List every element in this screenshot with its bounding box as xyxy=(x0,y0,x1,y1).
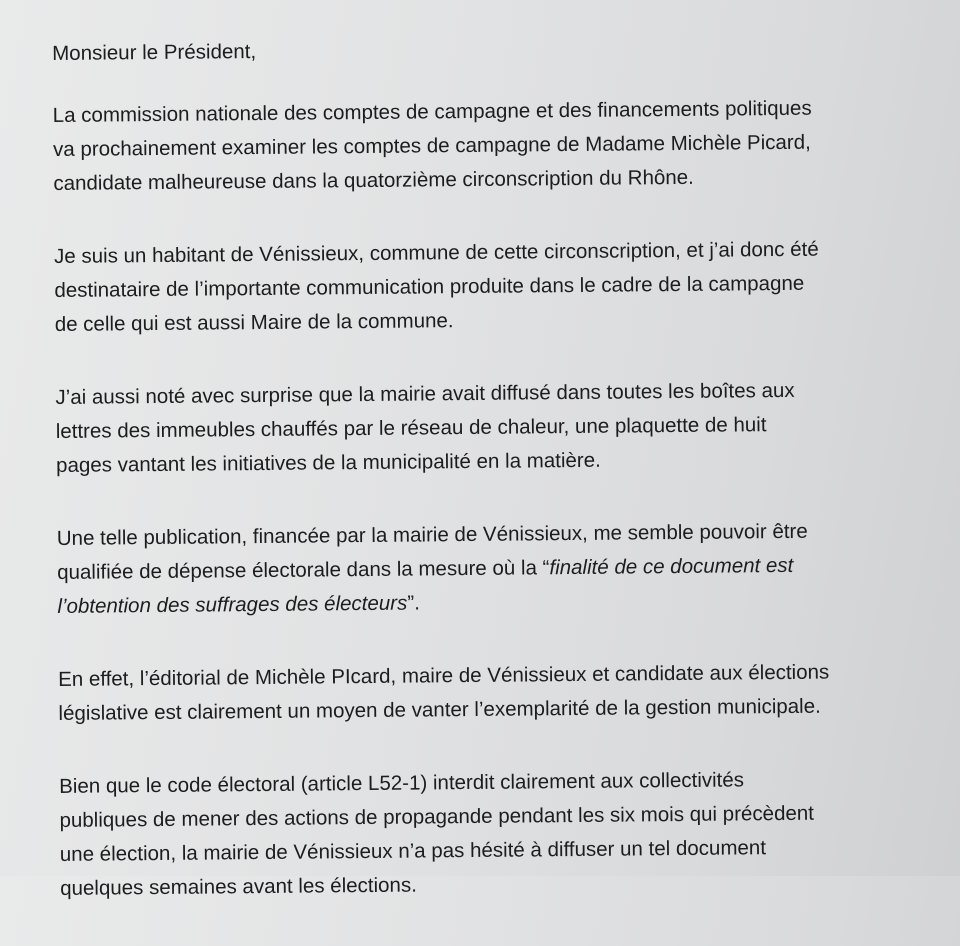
paragraph-code-electoral xyxy=(59,762,960,904)
text-line: J’ai aussi noté avec surprise que la mairie avait diffusé dans toutes les boîtes aux xyxy=(55,378,795,409)
paragraph-plaquette xyxy=(55,373,956,481)
text-line xyxy=(57,548,957,588)
text-line: quelques semaines avant les élections. xyxy=(60,873,417,900)
text-line: de celle qui est aussi Maire de la commune. xyxy=(54,309,454,336)
paragraph-commission xyxy=(53,91,954,199)
paragraph-editorial xyxy=(58,655,959,729)
text-plain: ”. xyxy=(407,591,420,615)
text-line: Bien que le code électoral (article L52-1) interdit clairement aux collectivités xyxy=(59,768,745,798)
quote-italic: l’obtention des suffrages des électeurs xyxy=(57,591,408,618)
paragraph-publication xyxy=(57,514,958,622)
paragraph-habitant xyxy=(54,232,955,340)
salutation: Monsieur le Président, xyxy=(52,40,257,65)
text-line: législative est clairement un moyen de vanter l’exemplarité de la gestion municipale. xyxy=(58,694,821,725)
text-line: Je suis un habitant de Vénissieux, commune de cette circonscription, et j’ai donc été xyxy=(53,237,819,268)
text-line xyxy=(57,582,957,622)
text-line: candidate malheureuse dans la quatorzième circonscription du Rhône. xyxy=(53,165,694,195)
text-line: La commission nationale des comptes de campagne et des financements politiques xyxy=(52,96,812,127)
text-line: lettres des immeubles chauffés par le réseau de chaleur, une plaquette de huit xyxy=(55,413,767,443)
letter-body xyxy=(52,29,960,946)
text-line: Une telle publication, financée par la mairie de Vénissieux, me semble pouvoir être xyxy=(56,519,808,550)
text-line: une élection, la mairie de Vénissieux n’a pas hésité à diffuser un tel document xyxy=(59,836,767,866)
text-line: destinataire de l’importante communication produite dans le cadre de la campagne xyxy=(54,271,805,302)
text-line: publiques de mener des actions de propagande pendant les six mois qui précèdent xyxy=(59,801,815,832)
text-line: pages vantant les initiatives de la municipalité en la matière. xyxy=(55,448,601,477)
text-line: En effet, l’éditorial de Michèle PIcard, maire de Vénissieux et candidate aux élections xyxy=(58,660,830,691)
quote-italic: finalité de ce document est xyxy=(549,553,794,580)
text-plain: qualifiée de dépense électorale dans la mesure où la “ xyxy=(57,556,550,584)
text-line: va prochainement examiner les comptes de campagne de Madame Michèle Picard, xyxy=(52,130,811,161)
